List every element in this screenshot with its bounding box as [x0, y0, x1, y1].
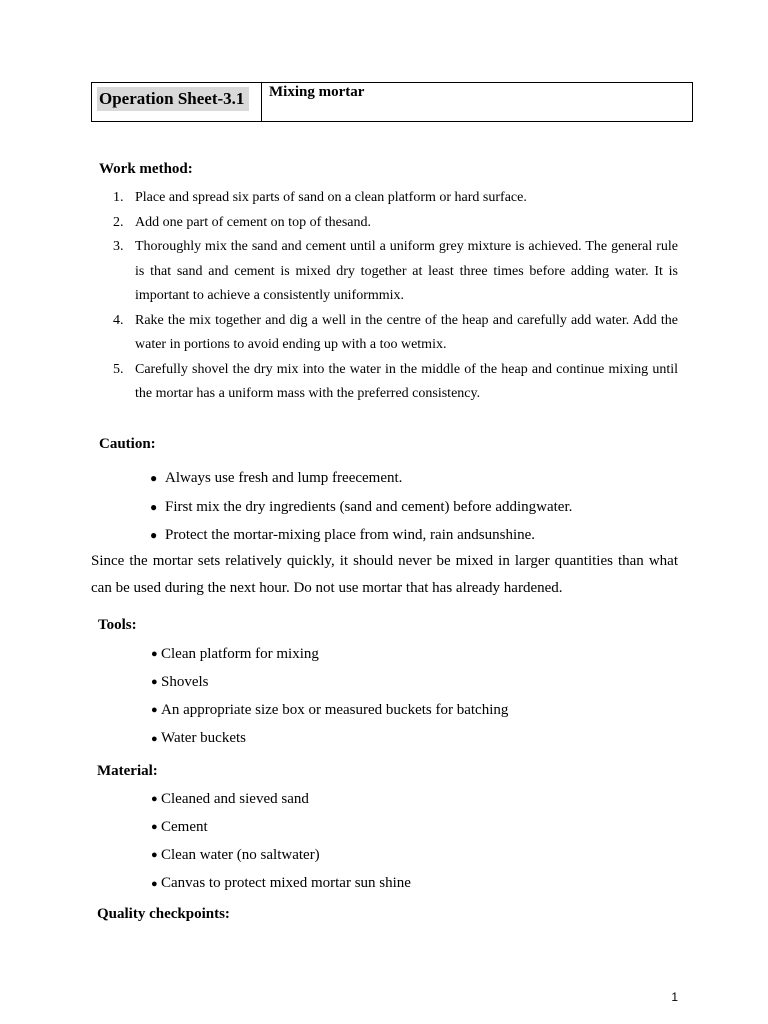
step-number: 2.	[113, 214, 124, 230]
step-text: Rake the mix together and dig a well in the centre of the heap and carefully add water. Add the water in portions to avoid ending up with a too wetmix.	[135, 312, 678, 352]
page-number: 1	[671, 990, 678, 1004]
bullet-icon: ●	[151, 648, 158, 661]
tool-item	[151, 668, 508, 696]
step-number: 1.	[113, 190, 124, 205]
bullet-icon: ●	[151, 821, 158, 834]
step-text: Add one part of cement on top of thesand.	[135, 214, 371, 230]
step-number: 3.	[113, 239, 124, 254]
bullet-icon: ●	[151, 793, 158, 806]
bullet-icon: ●	[151, 877, 158, 890]
caution-item	[150, 493, 572, 522]
caution-item	[150, 521, 572, 550]
tool-item	[151, 696, 508, 724]
tool-text: Clean platform for mixing	[161, 645, 319, 662]
caution-list	[150, 464, 572, 550]
material-heading: Material:	[97, 763, 158, 779]
caution-item	[150, 464, 572, 493]
step-item	[113, 358, 678, 407]
bullet-icon: ●	[150, 499, 158, 514]
work-method-steps	[113, 186, 678, 407]
step-item	[113, 309, 678, 358]
step-item	[113, 186, 678, 211]
task-title: Mixing mortar	[269, 84, 365, 100]
material-item	[151, 870, 411, 898]
tool-item	[151, 640, 508, 668]
bullet-icon: ●	[151, 732, 158, 745]
header-left-cell	[92, 83, 262, 121]
bullet-icon: ●	[151, 676, 158, 689]
bullet-icon: ●	[151, 849, 158, 862]
caution-text: Protect the mortar-mixing place from wind, rain andsunshine.	[165, 527, 536, 544]
step-number: 5.	[113, 361, 124, 377]
bullet-icon: ●	[150, 528, 158, 543]
caution-text: First mix the dry ingredients (sand and cement) before addingwater.	[165, 498, 573, 515]
material-text: Canvas to protect mixed mortar sun shine	[161, 875, 411, 892]
caution-heading: Caution:	[99, 436, 156, 452]
material-item	[151, 841, 411, 869]
material-list	[151, 785, 411, 898]
tool-text: Water buckets	[161, 730, 247, 747]
operation-header-table	[91, 82, 693, 122]
tool-item	[151, 725, 508, 753]
material-text: Cleaned and sieved sand	[161, 790, 309, 807]
caution-text: Always use fresh and lump freecement.	[165, 469, 403, 486]
material-text: Clean water (no saltwater)	[161, 846, 320, 863]
material-item	[151, 813, 411, 841]
sheet-title: Operation Sheet-3.1	[97, 87, 249, 111]
header-right-cell	[262, 83, 692, 121]
step-text: Thoroughly mix the sand and cement until a uniform grey mixture is achieved. The general rule is that sand and cement is mixed dry together at least three times before adding water. It is important to achieve a consistently uniformmix.	[135, 239, 678, 303]
material-text: Cement	[161, 818, 208, 835]
tools-heading: Tools:	[98, 617, 137, 633]
step-text: Carefully shovel the dry mix into the water in the middle of the heap and continue mixing until the mortar has a uniform mass with the preferred consistency.	[135, 361, 678, 401]
step-number: 4.	[113, 312, 124, 328]
step-text: Place and spread six parts of sand on a clean platform or hard surface.	[135, 190, 527, 205]
step-item	[113, 235, 678, 309]
tools-list	[151, 640, 508, 753]
tool-text: Shovels	[161, 673, 209, 690]
bullet-icon: ●	[151, 704, 158, 717]
tool-text: An appropriate size box or measured buckets for batching	[161, 701, 509, 718]
step-item	[113, 211, 678, 236]
quality-checkpoints-heading: Quality checkpoints:	[97, 906, 230, 922]
work-method-heading: Work method:	[99, 161, 193, 177]
bullet-icon: ●	[150, 470, 158, 485]
caution-note: Since the mortar sets relatively quickly, it should never be mixed in larger quantities than what can be used during the next hour. Do not use mortar that has already hardened.	[91, 553, 678, 596]
material-item	[151, 785, 411, 813]
